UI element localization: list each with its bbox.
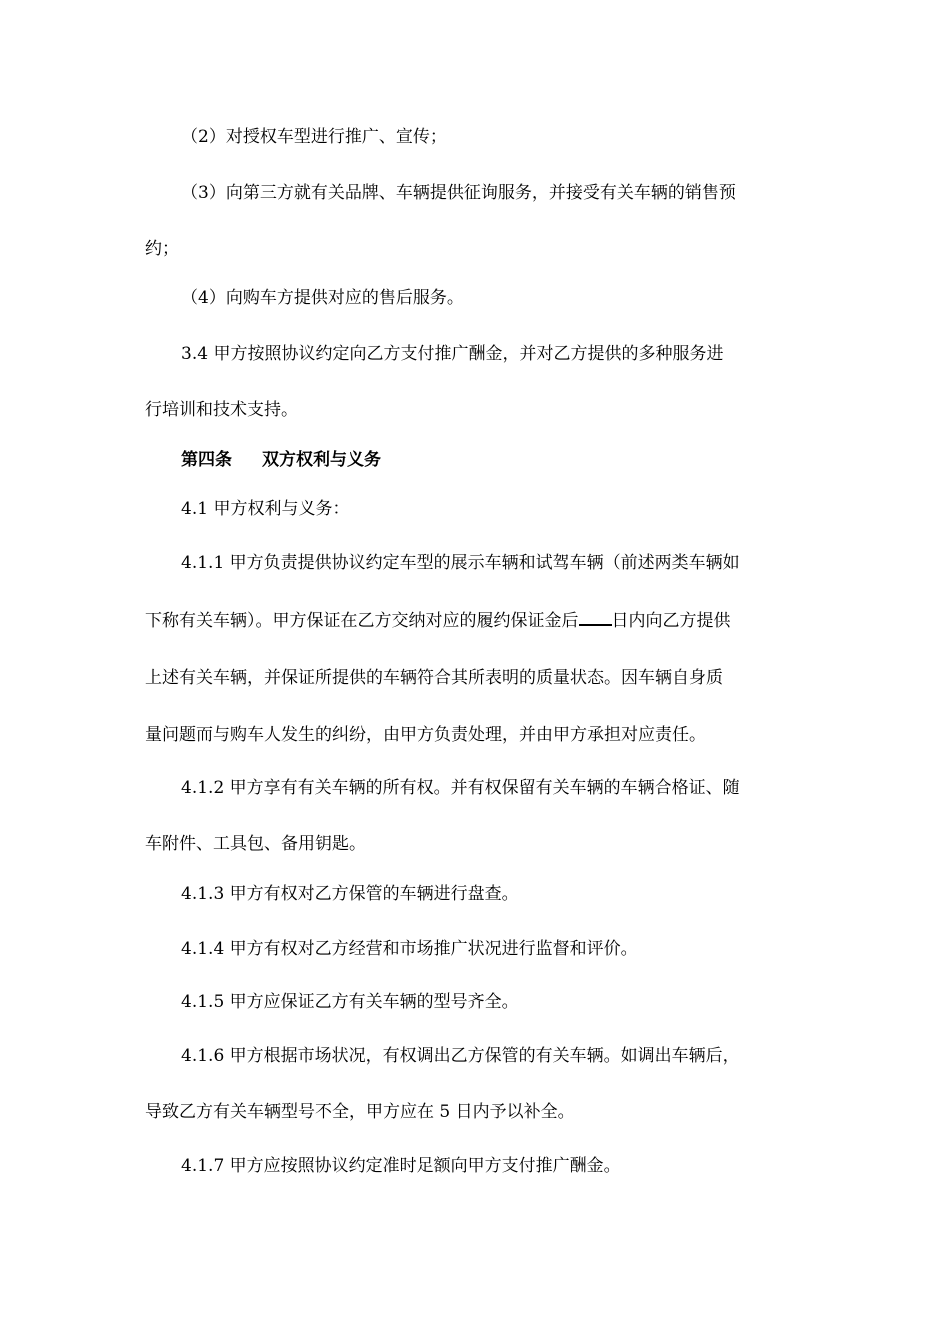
paragraph-line: [145, 608, 731, 633]
paragraph-line: （4）向购车方提供对应的售后服务。: [181, 288, 464, 308]
paragraph-line: 4.1.3 甲方有权对乙方保管的车辆进行盘查。: [181, 884, 519, 904]
paragraph-line: 导致乙方有关车辆型号不全，甲方应在 5 日内予以补全。: [145, 1102, 575, 1122]
paragraph-line: 4.1.7 甲方应按照协议约定准时足额向甲方支付推广酬金。: [181, 1156, 621, 1176]
text-segment: 下称有关车辆）。甲方保证在乙方交纳对应的履约保证金后: [145, 611, 579, 631]
paragraph-line: 4.1 甲方权利与义务：: [181, 499, 350, 519]
paragraph-line: 约；: [145, 239, 179, 259]
paragraph-line: 4.1.5 甲方应保证乙方有关车辆的型号齐全。: [181, 992, 519, 1012]
paragraph-line: 4.1.2 甲方享有有关车辆的所有权。并有权保留有关车辆的车辆合格证、随: [181, 778, 740, 798]
section-heading: [181, 448, 381, 472]
paragraph-line: 量问题而与购车人发生的纠纷，由甲方负责处理，并由甲方承担对应责任。: [145, 725, 706, 745]
paragraph-line: 车附件、工具包、备用钥匙。: [145, 834, 366, 854]
section-number: 第四条: [181, 450, 232, 470]
paragraph-line: 上述有关车辆，并保证所提供的车辆符合其所表明的质量状态。因车辆自身质: [145, 668, 723, 688]
paragraph-line: （3）向第三方就有关品牌、车辆提供征询服务，并接受有关车辆的销售预: [181, 183, 736, 203]
paragraph-line: 4.1.4 甲方有权对乙方经营和市场推广状况进行监督和评价。: [181, 939, 638, 959]
section-title: 双方权利与义务: [262, 450, 381, 470]
text-segment: 日内向乙方提供: [611, 611, 731, 631]
paragraph-line: 3.4 甲方按照协议约定向乙方支付推广酬金，并对乙方提供的多种服务进: [181, 344, 724, 364]
paragraph-line: 4.1.1 甲方负责提供协议约定车型的展示车辆和试驾车辆（前述两类车辆如: [181, 553, 740, 573]
fill-in-blank: [579, 608, 612, 626]
paragraph-line: 4.1.6 甲方根据市场状况，有权调出乙方保管的有关车辆。如调出车辆后，: [181, 1046, 740, 1066]
paragraph-line: 行培训和技术支持。: [145, 400, 298, 420]
paragraph-line: （2）对授权车型进行推广、宣传；: [181, 127, 447, 147]
